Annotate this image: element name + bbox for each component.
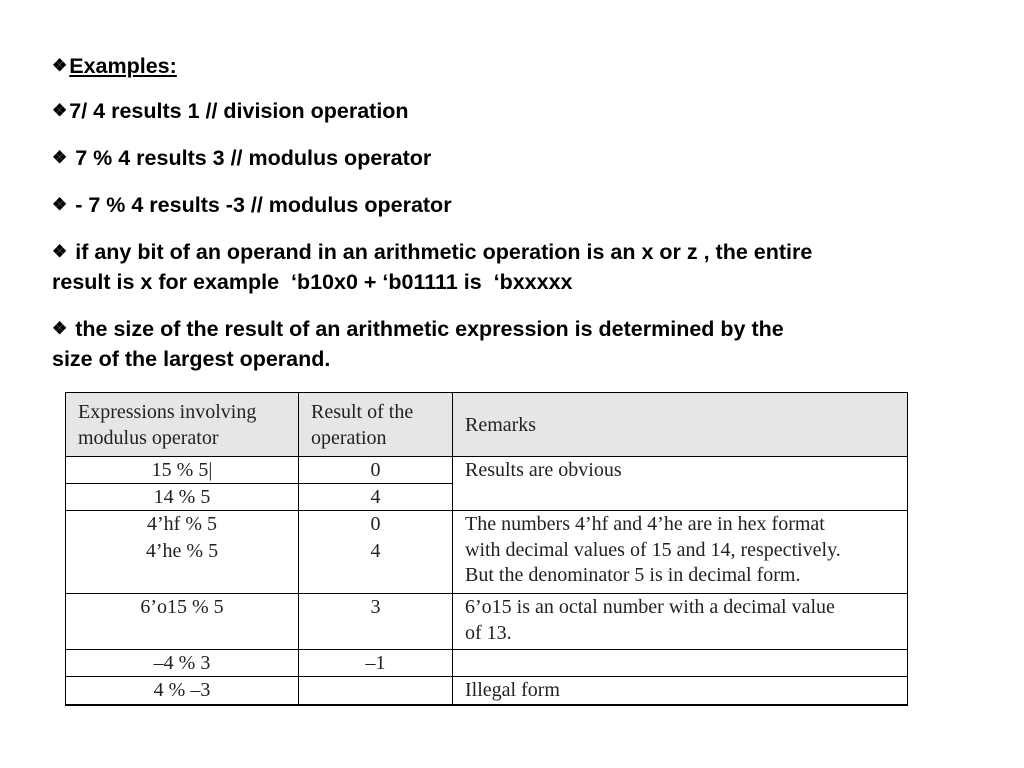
remark-cell: 6’o15 is an octal number with a decimal value of 13. <box>453 594 908 650</box>
bullet-examples <box>52 52 177 82</box>
table-header-row <box>66 393 908 457</box>
expr-cell: 15 % 5| <box>66 457 299 484</box>
table-row <box>66 650 908 677</box>
expr-cell: –4 % 3 <box>66 650 299 677</box>
table-row <box>66 457 908 484</box>
diamond-bullet-icon: ❖ <box>52 319 68 338</box>
result-cell: 0 <box>299 511 453 538</box>
header-expressions: Expressions involving modulus operator <box>66 393 299 457</box>
modulus-table <box>65 392 908 706</box>
result-cell <box>299 677 453 705</box>
diamond-bullet-icon: ❖ <box>52 242 68 261</box>
expr-cell: 6’o15 % 5 <box>66 594 299 650</box>
bullet-modulus-positive <box>52 144 431 174</box>
table-row <box>66 594 908 650</box>
remark-cell: The numbers 4’hf and 4’he are in hex format with decimal values of 15 and 14, respectively. But the denominator 5 is in decimal form. <box>453 511 908 594</box>
bullet-text: 7/ 4 results 1 // division operation <box>69 99 409 123</box>
remark-cell: Illegal form <box>453 677 908 705</box>
header-remarks: Remarks <box>453 393 908 457</box>
result-cell: 0 <box>299 457 453 484</box>
bullet-text: 7 % 4 results 3 // modulus operator <box>69 146 432 170</box>
header-result: Result of the operation <box>299 393 453 457</box>
bullet-text-line-2: size of the largest operand. <box>52 347 331 371</box>
result-cell: 4 <box>299 538 453 594</box>
expr-cell: 4 % –3 <box>66 677 299 705</box>
expr-cell: 14 % 5 <box>66 484 299 511</box>
result-cell: –1 <box>299 650 453 677</box>
bullet-text-line-2: result is x for example ‘b10x0 + ‘b01111 is ‘bxxxxx <box>52 270 573 294</box>
examples-heading: Examples: <box>69 54 177 78</box>
expr-cell: 4’hf % 5 <box>66 511 299 538</box>
bullet-text-line-1: if any bit of an operand in an arithmetic operation is an x or z , the entire <box>75 240 813 264</box>
remark-cell: Results are obvious <box>453 457 908 511</box>
diamond-bullet-icon: ❖ <box>52 101 68 120</box>
bullet-x-z-rule <box>52 238 812 297</box>
result-cell: 3 <box>299 594 453 650</box>
bullet-division <box>52 97 409 127</box>
bullet-text: - 7 % 4 results -3 // modulus operator <box>69 193 452 217</box>
diamond-bullet-icon: ❖ <box>52 56 68 75</box>
diamond-bullet-icon: ❖ <box>52 195 68 214</box>
expr-cell: 4’he % 5 <box>66 538 299 594</box>
bullet-text-line-1: the size of the result of an arithmetic expression is determined by the <box>75 317 784 341</box>
table-row <box>66 511 908 538</box>
bullet-modulus-negative <box>52 191 452 221</box>
result-cell: 4 <box>299 484 453 511</box>
remark-cell <box>453 650 908 677</box>
table-row <box>66 677 908 705</box>
diamond-bullet-icon: ❖ <box>52 148 68 167</box>
bullet-size-rule <box>52 315 784 374</box>
